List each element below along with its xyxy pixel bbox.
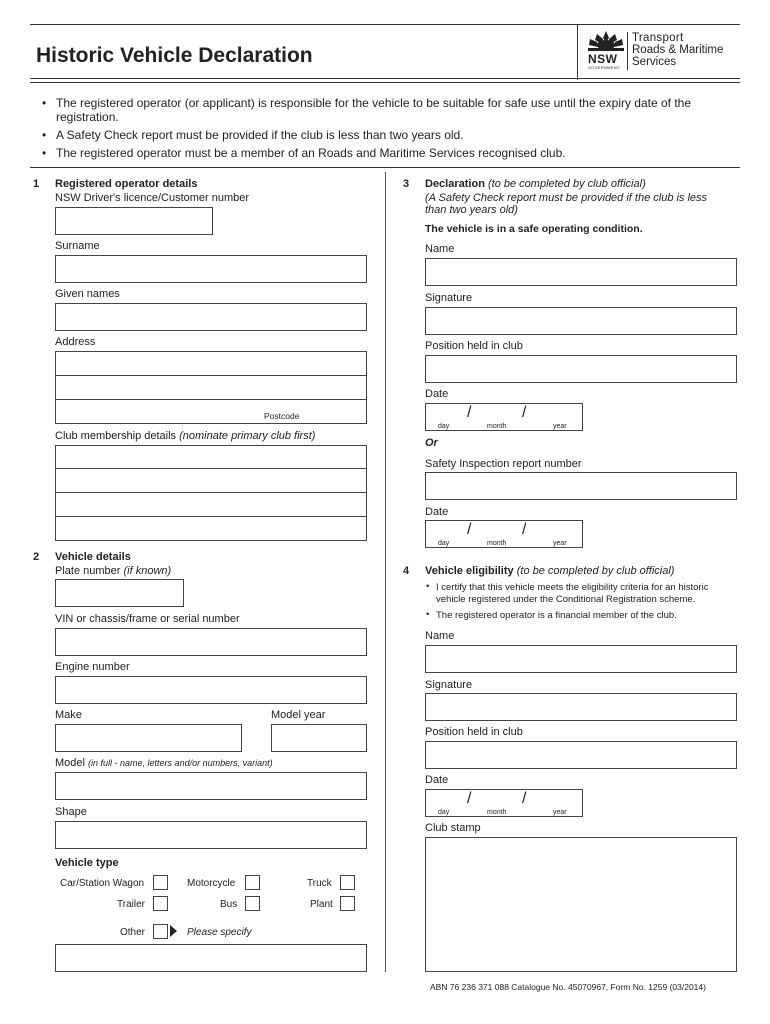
type-plant-label: Plant	[310, 899, 333, 910]
section-4-title-note: (to be completed by club official)	[516, 565, 675, 577]
other-specify-field[interactable]	[55, 944, 367, 972]
type-car-checkbox[interactable]	[153, 875, 168, 890]
s3-date2-label: Date	[425, 506, 449, 518]
nsw-text: NSW	[588, 52, 618, 66]
date-day-hint: day	[438, 540, 450, 547]
section-3-title: Declaration	[425, 178, 485, 190]
club-membership-label-text: Club membership details	[55, 430, 180, 442]
inspection-field[interactable]	[425, 472, 737, 500]
date-month-hint: month	[487, 540, 507, 547]
date-separator: /	[467, 521, 472, 538]
date-day-hint: day	[438, 423, 450, 430]
surname-field[interactable]	[55, 255, 367, 283]
eligibility-item-line2: vehicle registered under the Conditional Registration scheme.	[436, 594, 696, 605]
arrow-right-icon	[170, 925, 177, 937]
licence-field[interactable]	[55, 207, 213, 235]
engine-field[interactable]	[55, 676, 367, 704]
type-bus-checkbox[interactable]	[245, 896, 260, 911]
or-label: Or	[425, 437, 438, 449]
type-motorcycle-label: Motorcycle	[187, 878, 236, 889]
type-bus-label: Bus	[220, 899, 238, 910]
s4-name-label: Name	[425, 630, 455, 642]
date-separator: /	[522, 790, 527, 807]
section-3-note-line1: (A Safety Check report must be provided if the club is less	[425, 192, 708, 204]
section-1-title: Registered operator details	[55, 178, 198, 190]
address-line	[55, 375, 367, 376]
section-4-heading	[425, 565, 674, 578]
surname-label: Surname	[55, 240, 100, 252]
type-car-label: Car/Station Wagon	[60, 878, 145, 889]
type-other-label: Other	[120, 927, 146, 938]
intro-item: • The registered operator must be a member of an Roads and Maritime Services recognised club.	[40, 146, 740, 160]
type-plant-checkbox[interactable]	[340, 896, 355, 911]
section-2-number: 2	[33, 551, 40, 563]
section-3-number: 3	[403, 178, 410, 190]
inspection-label: Safety Inspection report number	[425, 458, 582, 470]
date-month-hint: month	[487, 423, 507, 430]
model-field[interactable]	[55, 772, 367, 800]
section-1-number: 1	[33, 178, 40, 190]
shape-field[interactable]	[55, 821, 367, 849]
plate-label-note: (if known)	[123, 565, 172, 577]
top-rule	[30, 24, 740, 25]
eligibility-bullet-icon: •	[426, 581, 430, 592]
agency-name	[632, 32, 723, 68]
club-line	[55, 516, 367, 517]
shape-label: Shape	[55, 806, 87, 818]
header-rule-1	[30, 78, 740, 79]
make-field[interactable]	[55, 724, 242, 752]
model-label-note: (in full - name, letters and/or numbers, variant)	[88, 758, 273, 768]
date-year-hint: year	[553, 809, 567, 816]
club-stamp-label: Club stamp	[425, 822, 481, 834]
intro-item: • The registered operator (or applicant) is responsible for the vehicle to be suitable for safe use until the expiry date of the registration.	[40, 96, 740, 124]
given-names-label: Given names	[55, 288, 120, 300]
date-separator: /	[467, 404, 472, 421]
date-separator: /	[522, 404, 527, 421]
intro-item: • A Safety Check report must be provided if the club is less than two years old.	[40, 128, 740, 142]
engine-label: Engine number	[55, 661, 130, 673]
date-month-hint: month	[487, 809, 507, 816]
column-divider	[385, 172, 386, 972]
licence-label: NSW Driver's licence/Customer number	[55, 192, 250, 204]
address-field[interactable]	[55, 351, 367, 424]
s4-signature-label: Signature	[425, 679, 473, 691]
logo-divider	[627, 32, 628, 70]
s4-name-field[interactable]	[425, 645, 737, 673]
s3-name-label: Name	[425, 243, 455, 255]
given-names-field[interactable]	[55, 303, 367, 331]
model-label	[55, 757, 273, 770]
section-4-number: 4	[403, 565, 410, 577]
specify-label: Please specify	[187, 927, 252, 938]
section-3-note-line2: than two years old)	[425, 204, 518, 216]
s3-position-field[interactable]	[425, 355, 737, 383]
header-rule-2	[30, 82, 740, 83]
safe-condition-statement: The vehicle is in a safe operating condition.	[425, 223, 643, 235]
agency-line-roads: Roads & Maritime	[632, 44, 724, 56]
section-2-title: Vehicle details	[55, 551, 131, 563]
type-motorcycle-checkbox[interactable]	[245, 875, 260, 890]
type-truck-label: Truck	[307, 878, 332, 889]
date-year-hint: year	[553, 540, 567, 547]
section-3-heading	[425, 178, 646, 191]
vin-field[interactable]	[55, 628, 367, 656]
address-label: Address	[55, 336, 96, 348]
model-year-label: Model year	[271, 709, 326, 721]
nsw-logo	[585, 30, 627, 70]
eligibility-item: The registered operator is a financial member of the club.	[436, 610, 677, 621]
vin-label: VIN or chassis/frame or serial number	[55, 613, 240, 625]
intro-rule	[30, 167, 740, 168]
postcode-label: Postcode	[264, 411, 300, 421]
section-3-title-note: (to be completed by club official)	[487, 178, 646, 190]
club-line	[55, 492, 367, 493]
plate-field[interactable]	[55, 579, 184, 607]
plate-label-text: Plate number	[55, 565, 124, 577]
agency-line-transport: Transport	[632, 32, 684, 44]
club-line	[55, 468, 367, 469]
date-separator: /	[467, 790, 472, 807]
footer-catalogue: ABN 76 236 371 088 Catalogue No. 45070967, Form No. 1259 (03/2014)	[430, 982, 706, 992]
waratah-icon	[585, 30, 627, 52]
eligibility-item-line1: I certify that this vehicle meets the eligibility criteria for an historic	[436, 582, 709, 593]
intro-list	[40, 96, 740, 164]
club-membership-label	[55, 430, 315, 443]
s4-signature-field[interactable]	[425, 693, 737, 721]
agency-line-services: Services	[632, 56, 677, 68]
type-other-checkbox[interactable]	[153, 924, 168, 939]
model-label-text: Model	[55, 757, 89, 769]
vehicle-type-title: Vehicle type	[55, 857, 119, 869]
date-separator: /	[522, 521, 527, 538]
s4-position-field[interactable]	[425, 741, 737, 769]
club-membership-field[interactable]	[55, 445, 367, 541]
date-day-hint: day	[438, 809, 450, 816]
section-4-title: Vehicle eligibility	[425, 565, 514, 577]
eligibility-bullet-icon: •	[426, 609, 430, 620]
s3-position-label: Position held in club	[425, 340, 523, 352]
page-title: Historic Vehicle Declaration	[36, 44, 313, 67]
club-stamp-area[interactable]	[425, 837, 737, 972]
type-trailer-checkbox[interactable]	[153, 896, 168, 911]
address-line	[55, 399, 367, 400]
s4-date-label: Date	[425, 774, 449, 786]
plate-label	[55, 565, 171, 578]
s4-position-label: Position held in club	[425, 726, 523, 738]
type-trailer-label: Trailer	[117, 899, 145, 910]
s3-signature-label: Signature	[425, 292, 473, 304]
s3-date-label: Date	[425, 388, 449, 400]
make-label: Make	[55, 709, 82, 721]
s3-signature-field[interactable]	[425, 307, 737, 335]
model-year-field[interactable]	[271, 724, 367, 752]
s3-name-field[interactable]	[425, 258, 737, 286]
government-text: GOVERNMENT	[588, 65, 620, 70]
header-divider	[577, 24, 578, 80]
date-year-hint: year	[553, 423, 567, 430]
type-truck-checkbox[interactable]	[340, 875, 355, 890]
club-membership-note: (nominate primary club first)	[179, 430, 316, 442]
